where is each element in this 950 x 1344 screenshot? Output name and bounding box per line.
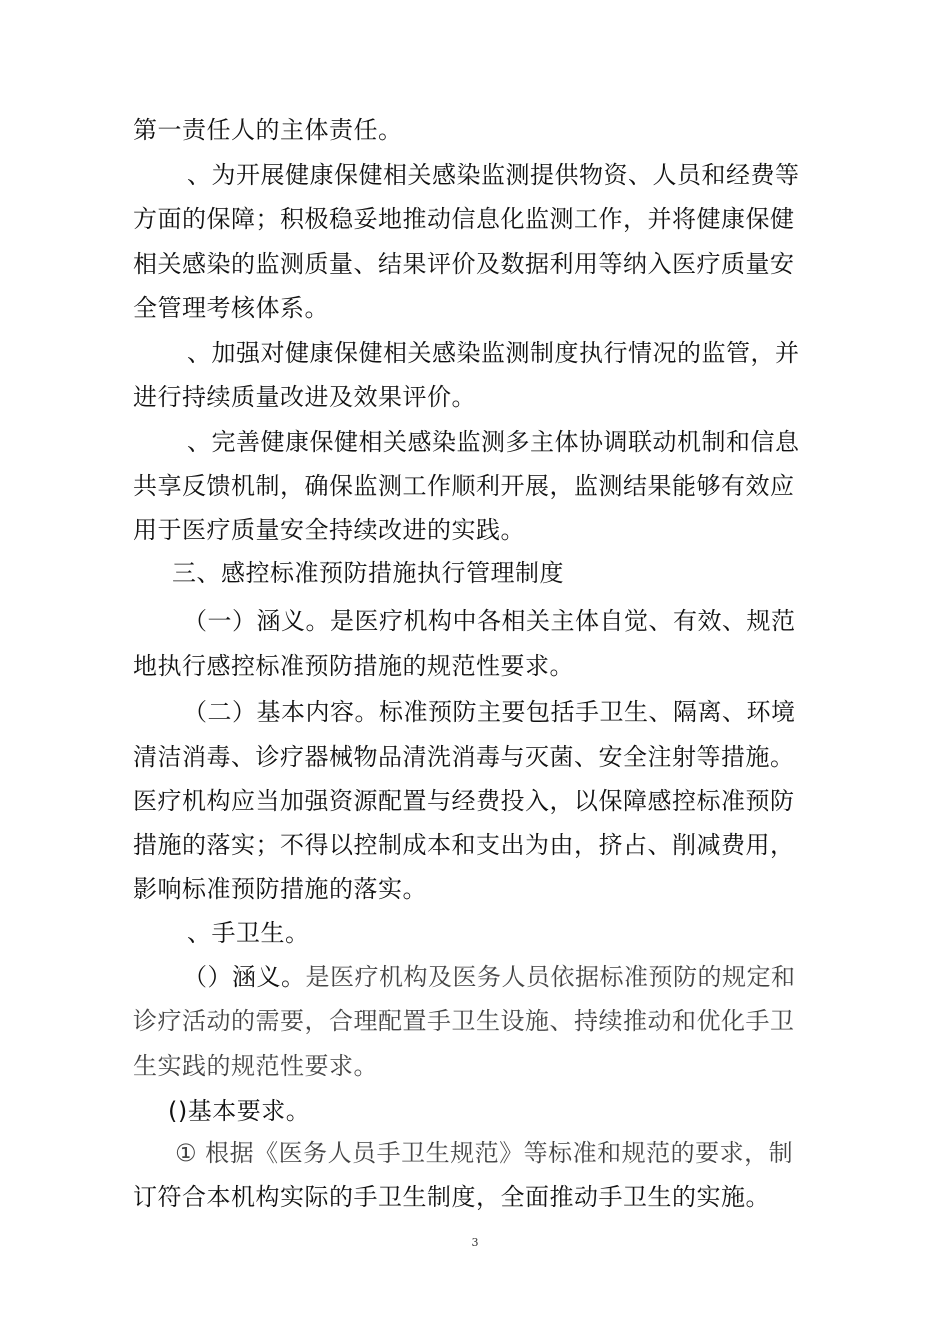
text-line-22: 生实践的规范性要求。 <box>133 1052 378 1080</box>
section-heading: 三、感控标准预防措施执行管理制度 <box>172 559 564 587</box>
text-line-21: 诊疗活动的需要，合理配置手卫生设施、持续推动和优化手卫 <box>133 1007 795 1035</box>
text-line-15: 清洁消毒、诊疗器械物品清洗消毒与灭菌、安全注射等措施。 <box>133 743 795 771</box>
text-line-2: 、为开展健康保健相关感染监测提供物资、人员和经费等 <box>187 161 800 189</box>
text-line-16: 医疗机构应当加强资源配置与经费投入，以保障感控标准预防 <box>133 787 795 815</box>
text-line-10: 用于医疗质量安全持续改进的实践。 <box>133 516 525 544</box>
text-line-1: 第一责任人的主体责任。 <box>133 116 403 144</box>
text-line-18: 影响标准预防措施的落实。 <box>133 875 427 903</box>
text-line-20 <box>183 962 796 992</box>
text-line-5: 全管理考核体系。 <box>133 294 329 322</box>
text-line-20-body: 是医疗机构及医务人员依据标准预防的规定和 <box>305 963 796 991</box>
text-line-7: 进行持续质量改进及效果评价。 <box>133 383 476 411</box>
text-line-25: 订符合本机构实际的手卫生制度，全面推动手卫生的实施。 <box>133 1183 770 1211</box>
page-number: 3 <box>471 1236 479 1249</box>
text-line-9: 共享反馈机制，确保监测工作顺利开展，监测结果能够有效应 <box>133 472 795 500</box>
text-line-19: 、手卫生。 <box>187 919 310 947</box>
text-line-23: ()基本要求。 <box>168 1097 311 1125</box>
text-line-6: 、加强对健康保健相关感染监测制度执行情况的监管，并 <box>187 339 800 367</box>
text-line-12: （一）涵义。是医疗机构中各相关主体自觉、有效、规范 <box>183 607 796 635</box>
text-line-14: （二）基本内容。标准预防主要包括手卫生、隔离、环境 <box>183 698 796 726</box>
text-line-20-label: （）涵义。 <box>183 963 306 991</box>
text-line-4: 相关感染的监测质量、结果评价及数据利用等纳入医疗质量安 <box>133 250 795 278</box>
text-line-24: ① 根据《医务人员手卫生规范》等标准和规范的要求，制 <box>175 1139 794 1167</box>
text-line-13: 地执行感控标准预防措施的规范性要求。 <box>133 652 574 680</box>
text-line-17: 措施的落实；不得以控制成本和支出为由，挤占、削减费用， <box>133 831 795 859</box>
text-line-8: 、完善健康保健相关感染监测多主体协调联动机制和信息 <box>187 428 800 456</box>
text-line-3: 方面的保障；积极稳妥地推动信息化监测工作，并将健康保健 <box>133 205 795 233</box>
